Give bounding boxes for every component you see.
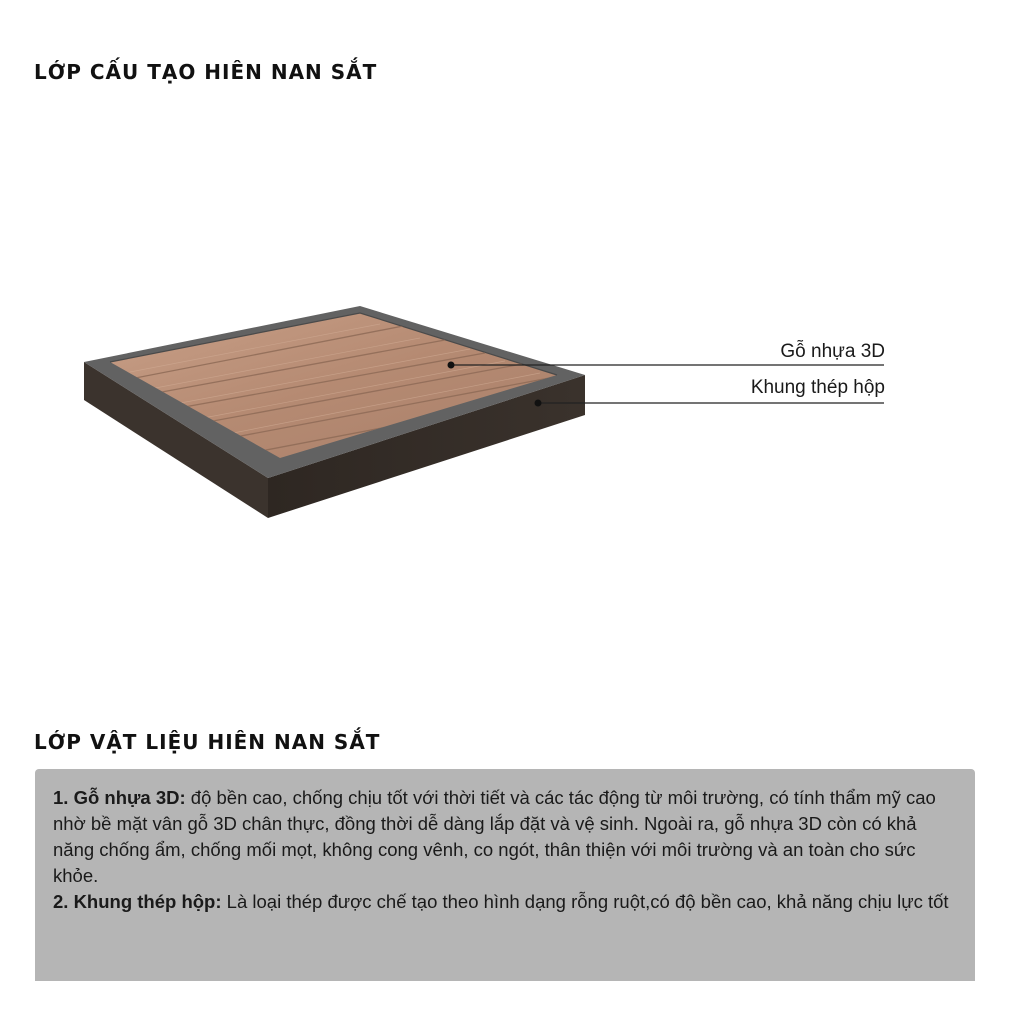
material-item-steel (53, 889, 949, 915)
callout-label-wpc: Gỗ nhựa 3D (780, 341, 885, 362)
material-name: 1. Gỗ nhựa 3D: (53, 787, 186, 808)
callout-label-steel: Khung thép hộp (750, 377, 885, 398)
materials-description-box (35, 769, 975, 981)
callout-dot-wpc (448, 362, 455, 369)
structure-section-title: LỚP CẤU TẠO HIÊN NAN SẮT (34, 60, 378, 84)
material-item-wpc (53, 785, 949, 889)
callout-dot-steel (535, 400, 542, 407)
material-description: Là loại thép được chế tạo theo hình dạng rỗng ruột,có độ bền cao, khả năng chịu lực tốt (221, 891, 949, 912)
materials-section-title: LỚP VẬT LIỆU HIÊN NAN SẮT (34, 730, 381, 754)
material-name: 2. Khung thép hộp: (53, 891, 222, 912)
material-description: độ bền cao, chống chịu tốt với thời tiết và các tác động từ môi trường, có tính thẩm mỹ cao nhờ bề mặt vân gỗ 3D chân thực, đồng thời dễ dàng lắp đặt và vệ sinh. Ngoài ra, gỗ nhựa 3D còn có khả năng chống ẩm, chống mối mọt, không cong vênh, co ngót, thân thiện với môi trường và an toàn cho sức khỏe. (53, 787, 936, 886)
